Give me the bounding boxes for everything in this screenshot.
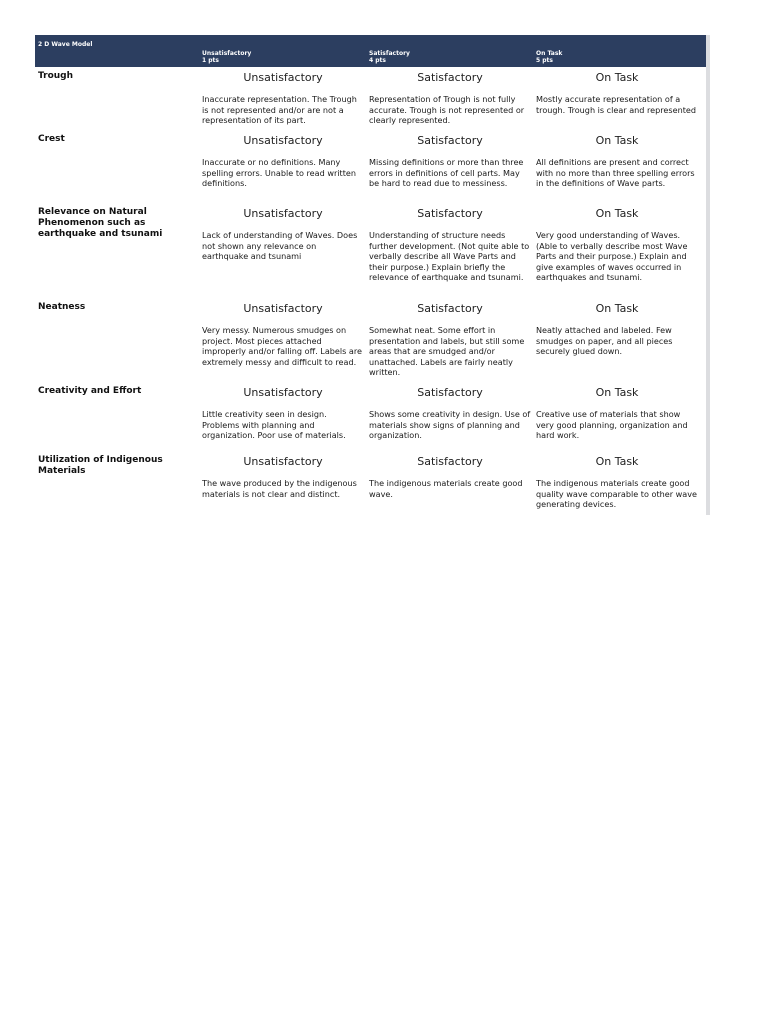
rating-label: Satisfactory [417,302,483,315]
rating-label: Unsatisfactory [243,71,323,84]
rating-description: All definitions are present and correct with no more than three spelling errors in the definitions of Wave parts. [536,157,695,188]
rating-label: Unsatisfactory [243,134,323,147]
rubric-header [35,35,706,67]
column-points: 5 pts [536,57,553,64]
rating-description: Inaccurate or no definitions. Many spelling errors. Unable to read written definitions. [202,157,356,188]
criterion-label: Neatness [38,302,86,312]
criterion-label: Creativity and Effort [38,386,142,396]
rating-label: Satisfactory [417,386,483,399]
rating-label: Satisfactory [417,134,483,147]
rating-description: Very good understanding of Waves. (Able to verbally describe most Wave Parts and their purpose.) Explain and give examples of waves occurred in earthquakes and tsunami. [536,230,688,282]
rating-description: Representation of Trough is not fully accurate. Trough is not represented or clearly represented. [369,94,525,125]
rating-label: Unsatisfactory [243,302,323,315]
criterion-label: Crest [38,134,65,144]
rubric-row-creativity [35,382,706,451]
rubric-row-crest [35,130,706,203]
rating-label: Unsatisfactory [243,207,323,220]
rubric-row-relevance [35,203,706,298]
column-label: On Task [536,50,563,57]
column-header-satisfactory [369,50,410,64]
rating-description: Very messy. Numerous smudges on project. Most pieces attached improperly and/or falling off. Labels are extremely messy and difficult to read. [202,325,363,367]
rating-label: On Task [595,386,639,399]
column-label: Unsatisfactory [202,50,252,57]
rating-description: Neatly attached and labeled. Few smudges on paper, and all pieces securely glued down. [536,325,673,356]
criterion-label: Relevance on Natural Phenomenon such as earthquake and tsunami [38,207,163,239]
rating-label: On Task [595,71,639,84]
column-header-unsatisfactory [202,50,251,64]
rubric-row-trough [35,67,706,130]
rating-description: Missing definitions or more than three errors in definitions of cell parts. May be hard to read due to messiness. [369,157,524,188]
rating-description: Little creativity seen in design. Problems with planning and organization. Poor use of materials. [202,409,346,440]
rating-description: Understanding of structure needs further development. (Not quite able to verbally describe all Wave Parts and their purpose.) Explain briefly the relevance of earthquake and tsunami. [369,230,530,282]
rating-description: The indigenous materials create good quality wave comparable to other wave generating devices. [536,478,697,509]
rubric-title: 2 D Wave Model [38,41,93,48]
rating-description: Mostly accurate representation of a trough. Trough is clear and represented [536,94,697,115]
rating-label: Unsatisfactory [243,386,323,399]
rubric-row-neatness [35,298,706,382]
column-points: 1 pts [202,57,219,64]
criterion-label: Utilization of Indigenous Materials [38,455,163,476]
rating-label: On Task [595,134,639,147]
rating-label: On Task [595,455,639,468]
rating-description: The wave produced by the indigenous materials is not clear and distinct. [202,478,357,499]
rating-description: Shows some creativity in design. Use of materials show signs of planning and organization. [369,409,531,440]
rating-label: On Task [595,302,639,315]
rating-label: On Task [595,207,639,220]
rating-description: Lack of understanding of Waves. Does not shown any relevance on earthquake and tsunami [202,230,358,261]
rating-description: The indigenous materials create good wave. [369,478,523,499]
column-header-on-task [536,50,562,64]
criterion-label: Trough [38,71,74,81]
rating-label: Satisfactory [417,207,483,220]
rating-label: Unsatisfactory [243,455,323,468]
column-label: Satisfactory [369,50,410,57]
rubric-row-indigenous-materials [35,451,706,515]
rating-label: Satisfactory [417,71,483,84]
column-points: 4 pts [369,57,386,64]
rating-label: Satisfactory [417,455,483,468]
rating-description: Inaccurate representation. The Trough is not represented and/or are not a representation of its part. [202,94,357,125]
rubric-table [35,35,710,515]
rating-description: Creative use of materials that show very good planning, organization and hard work. [536,409,688,440]
rating-description: Somewhat neat. Some effort in presentation and labels, but still some areas that are smudged and/or unattached. Labels are fairly neatly written. [369,325,525,377]
